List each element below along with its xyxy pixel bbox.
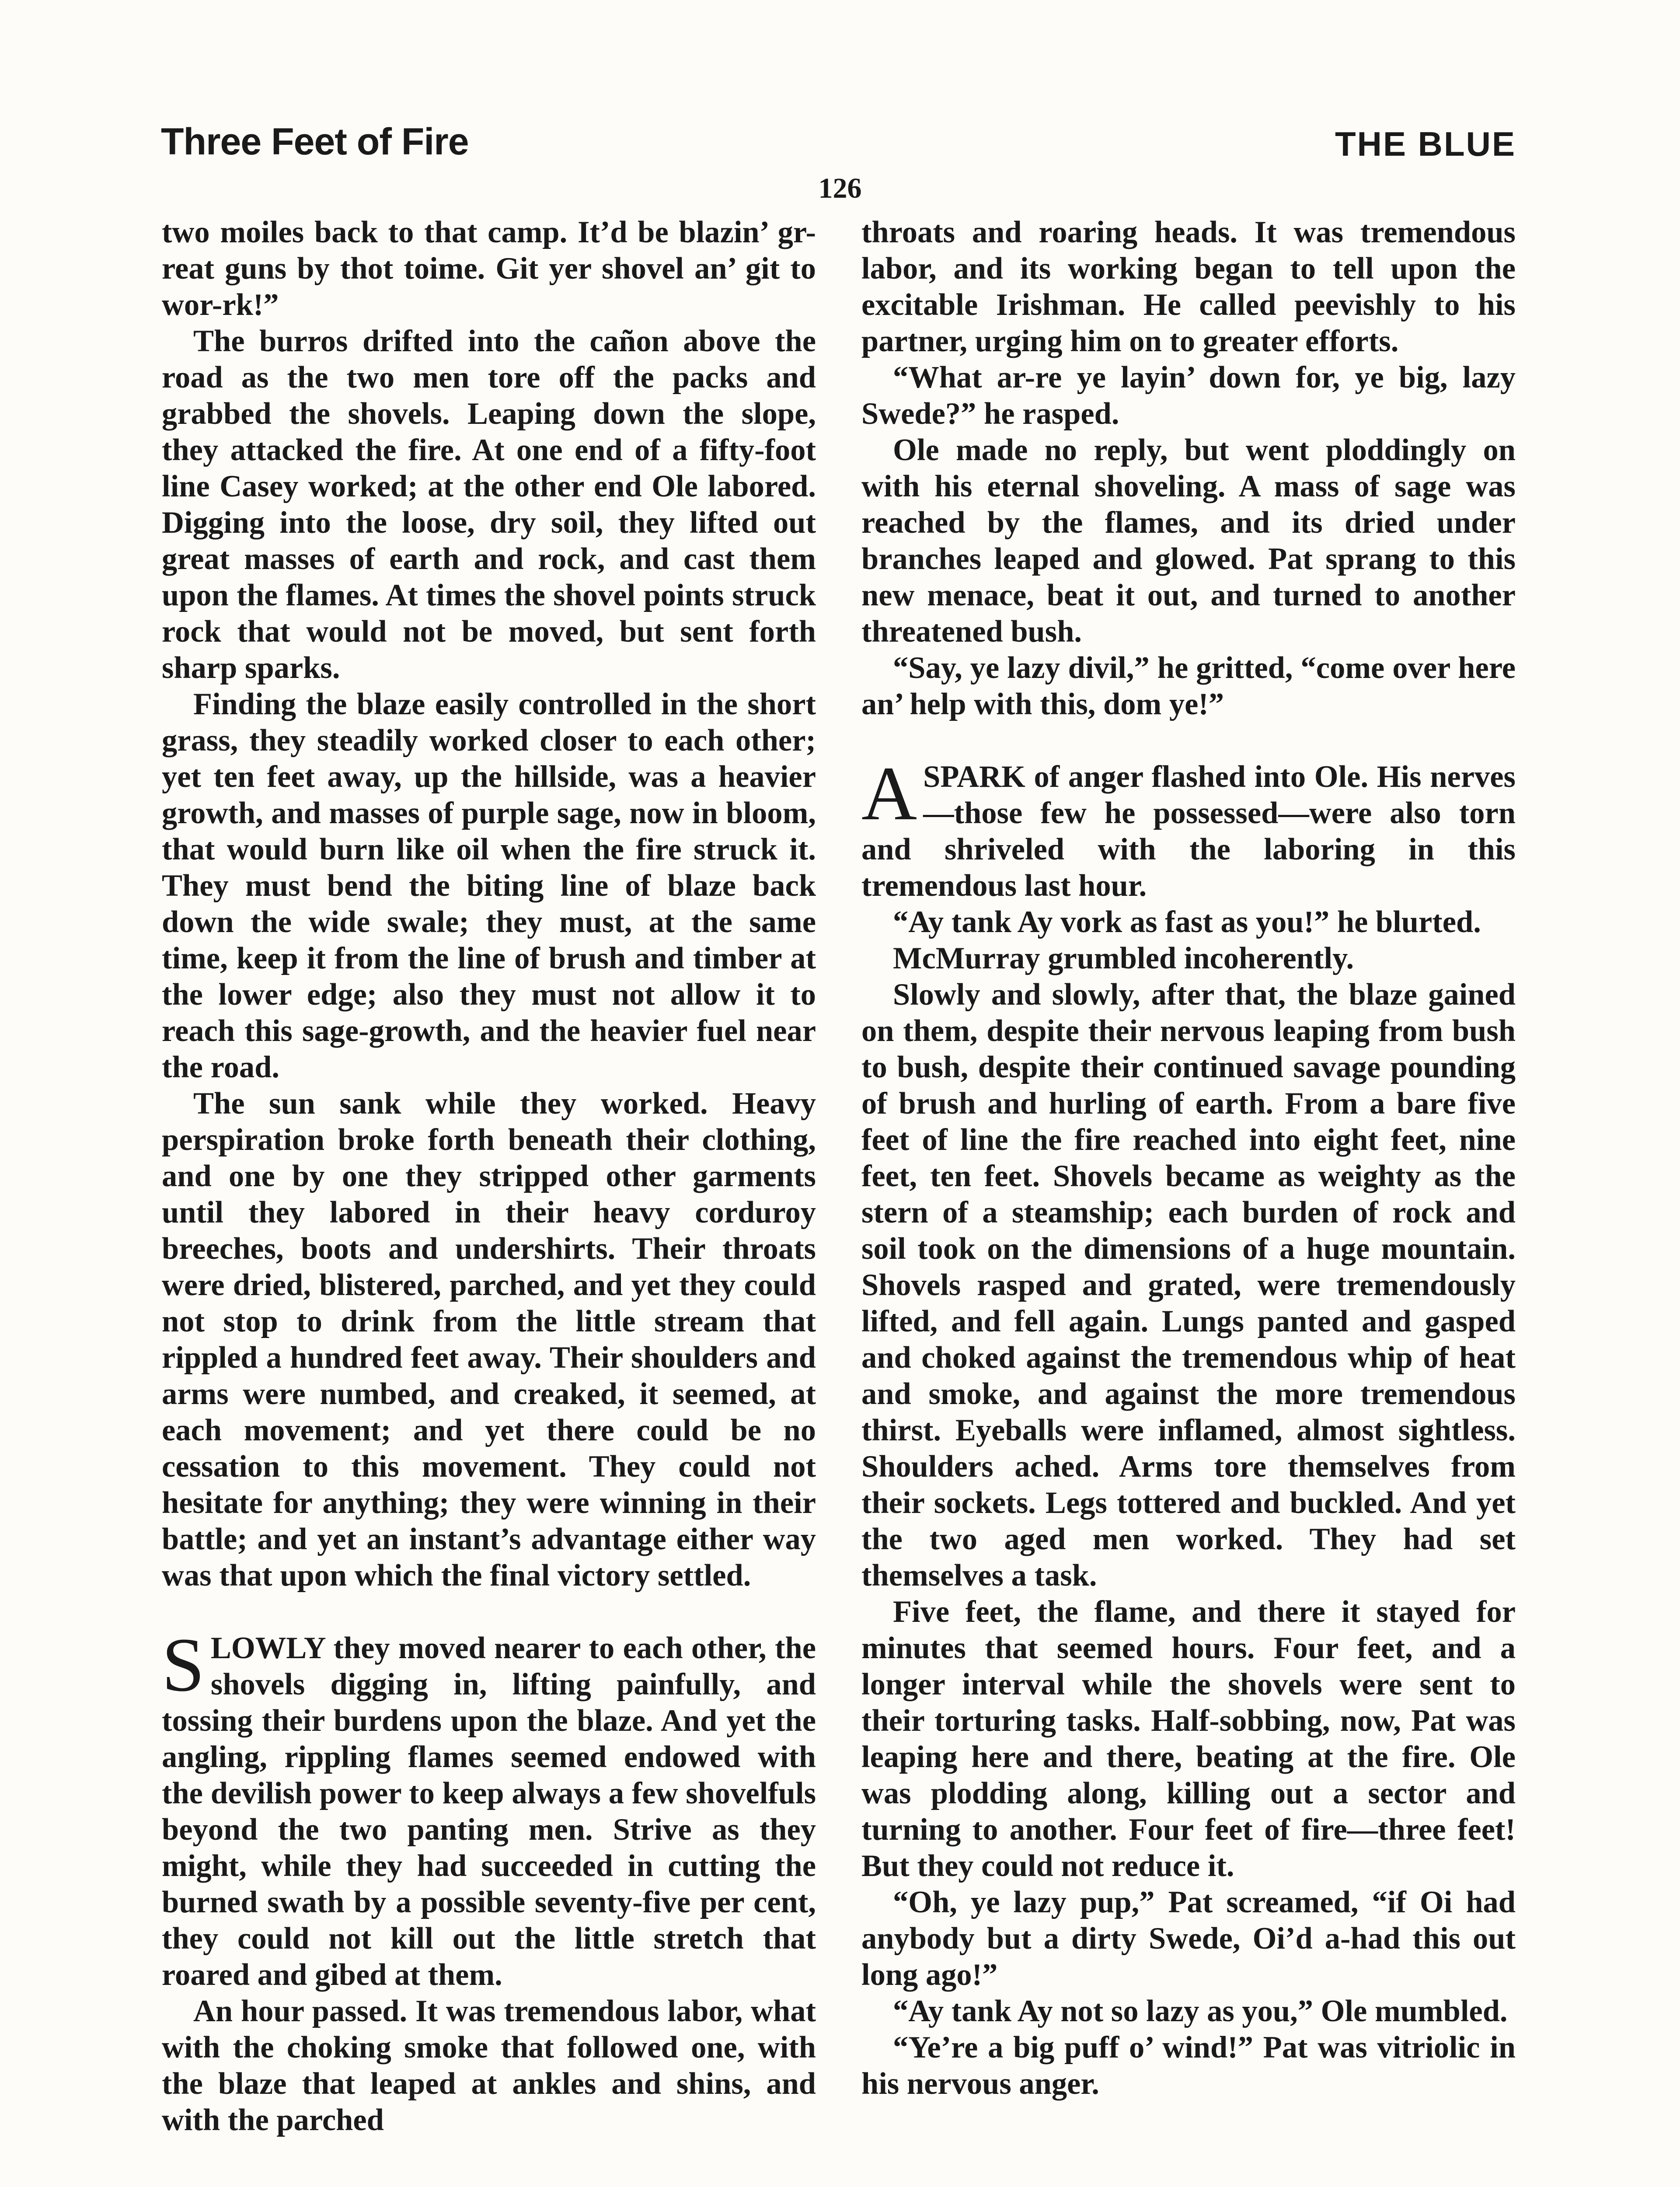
page-number: 126: [818, 172, 862, 204]
paragraph: The burros drifted into the cañon above the road as the two men tore off the packs and grabbed the shovels. Leaping down the slope, they attacked the fire. At one end of a fifty-foot line Casey worked; at the other end Ole labored. Digging into the loose, dry soil, they lifted out great masses of earth and rock, and cast them upon the flames. At times the shovel points struck rock that would not be moved, but sent forth sharp sparks.: [162, 324, 816, 685]
paragraph: Finding the blaze easily controlled in the short grass, they steadily worked closer to each other; yet ten feet away, up the hillside, was a heavier growth, and masses of purple sage, now in bloom, that would burn like oil when the fire struck it. They must bend the biting line of blaze back down the wide swale; they must, at the same time, keep it from the line of brush and timber at the lower edge; also they must not allow it to reach this sage-growth, and the heavier fuel near the road.: [162, 687, 816, 1084]
right-column: [861, 214, 1516, 2102]
magazine-name: THE BLUE: [1335, 125, 1516, 163]
story-title: Three Feet of Fire: [161, 121, 469, 163]
paragraph: Slowly and slowly, after that, the blaze gained on them, despite their nervous leaping from bush to bush, despite their continued savage pounding of brush and hurling of earth. From a bare five feet of line the fire reached into eight feet, nine feet, ten feet. Shovels became as weighty as the stern of a steamship; each burden of rock and soil took on the dimensions of a huge mountain. Shovels rasped and grated, were tremendously lifted, and fell again. Lungs panted and gasped and choked against the tremendous whip of heat and smoke, and against the more tremendous thirst. Eyeballs were inflamed, almost sightless. Shoulders ached. Arms tore themselves from their sockets. Legs tottered and buckled. And yet the two aged men worked. They had set themselves a task.: [861, 978, 1516, 1593]
paragraph: “Oh, ye lazy pup,” Pat screamed, “if Oi had anybody but a dirty Swede, Oi’d a-had this out long ago!”: [861, 1885, 1516, 1992]
paragraph: The sun sank while they worked. Heavy perspiration broke forth beneath their clothing, and one by one they stripped other garments until they labored in their heavy corduroy breeches, boots and undershirts. Their throats were dried, blistered, parched, and yet they could not stop to drink from the little stream that rippled a hundred feet away. Their shoulders and arms were numbed, and creaked, it seemed, at each movement; and yet there could be no cessation to this movement. They could not hesitate for anything; they were winning in their battle; and yet an instant’s advantage either way was that upon which the final victory settled.: [162, 1087, 816, 1593]
paragraph: two moiles back to that camp. It’d be blazin’ gr-reat guns by thot toime. Git yer shovel an’ git to wor-rk!”: [162, 215, 816, 322]
paragraph: “Say, ye lazy divil,” he gritted, “come over here an’ help with this, dom ye!”: [861, 651, 1516, 721]
paragraph: McMurray grumbled incoherently.: [893, 941, 1354, 975]
section-start-paragraph: [162, 1622, 816, 1993]
section-start-paragraph: [861, 751, 1516, 904]
section-first-text: LOWLY they moved nearer to each other, the shovels digging in, lifting painfully, and tossing their burdens upon the blaze. And yet the angling, rippling flames seemed endowed with the devilish power to keep always a few shovelfuls beyond the two panting men. Strive as they might, while they had succeeded in cutting the burned swath by a possible seventy-five per cent, they could not kill out the little stretch that roared and gibed at them.: [162, 1631, 816, 1992]
paragraph: “Ye’re a big puff o’ wind!” Pat was vitriolic in his nervous anger.: [861, 2030, 1516, 2101]
left-column: [162, 214, 816, 2138]
paragraph: An hour passed. It was tremendous labor, what with the choking smoke that followed one, with the blaze that leaped at ankles and shins, and with the parched: [162, 1994, 816, 2137]
paragraph: “What ar-re ye layin’ down for, ye big, lazy Swede?” he rasped.: [861, 360, 1516, 431]
paragraph: “Ay tank Ay vork as fast as you!” he blurted.: [893, 905, 1481, 939]
paragraph: Five feet, the flame, and there it stayed for minutes that seemed hours. Four feet, and a longer interval while the shovels were sent to their torturing tasks. Half-sobbing, now, Pat was leaping here and there, beating at the fire. Ole was plodding along, killing out a sector and turning to another. Four feet of fire—three feet! But they could not reduce it.: [861, 1595, 1516, 1883]
drop-cap: S: [162, 1622, 205, 1708]
paragraph: Ole made no reply, but went ploddingly on with his eternal shoveling. A mass of sage was reached by the flames, and its dried under branches leaped and glowed. Pat sprang to this new menace, beat it out, and turned to another threatened bush.: [861, 433, 1516, 649]
section-first-text: SPARK of anger flashed into Ole. His nerves—those few he possessed—were also torn and shriveled with the laboring in this tremendous last hour.: [861, 760, 1516, 903]
paragraph: “Ay tank Ay not so lazy as you,” Ole mumbled.: [893, 1994, 1508, 2028]
paragraph: throats and roaring heads. It was tremendous labor, and its working began to tell upon the excitable Irishman. He called peevishly to his partner, urging him on to greater efforts.: [861, 215, 1516, 358]
drop-cap: A: [861, 751, 917, 836]
